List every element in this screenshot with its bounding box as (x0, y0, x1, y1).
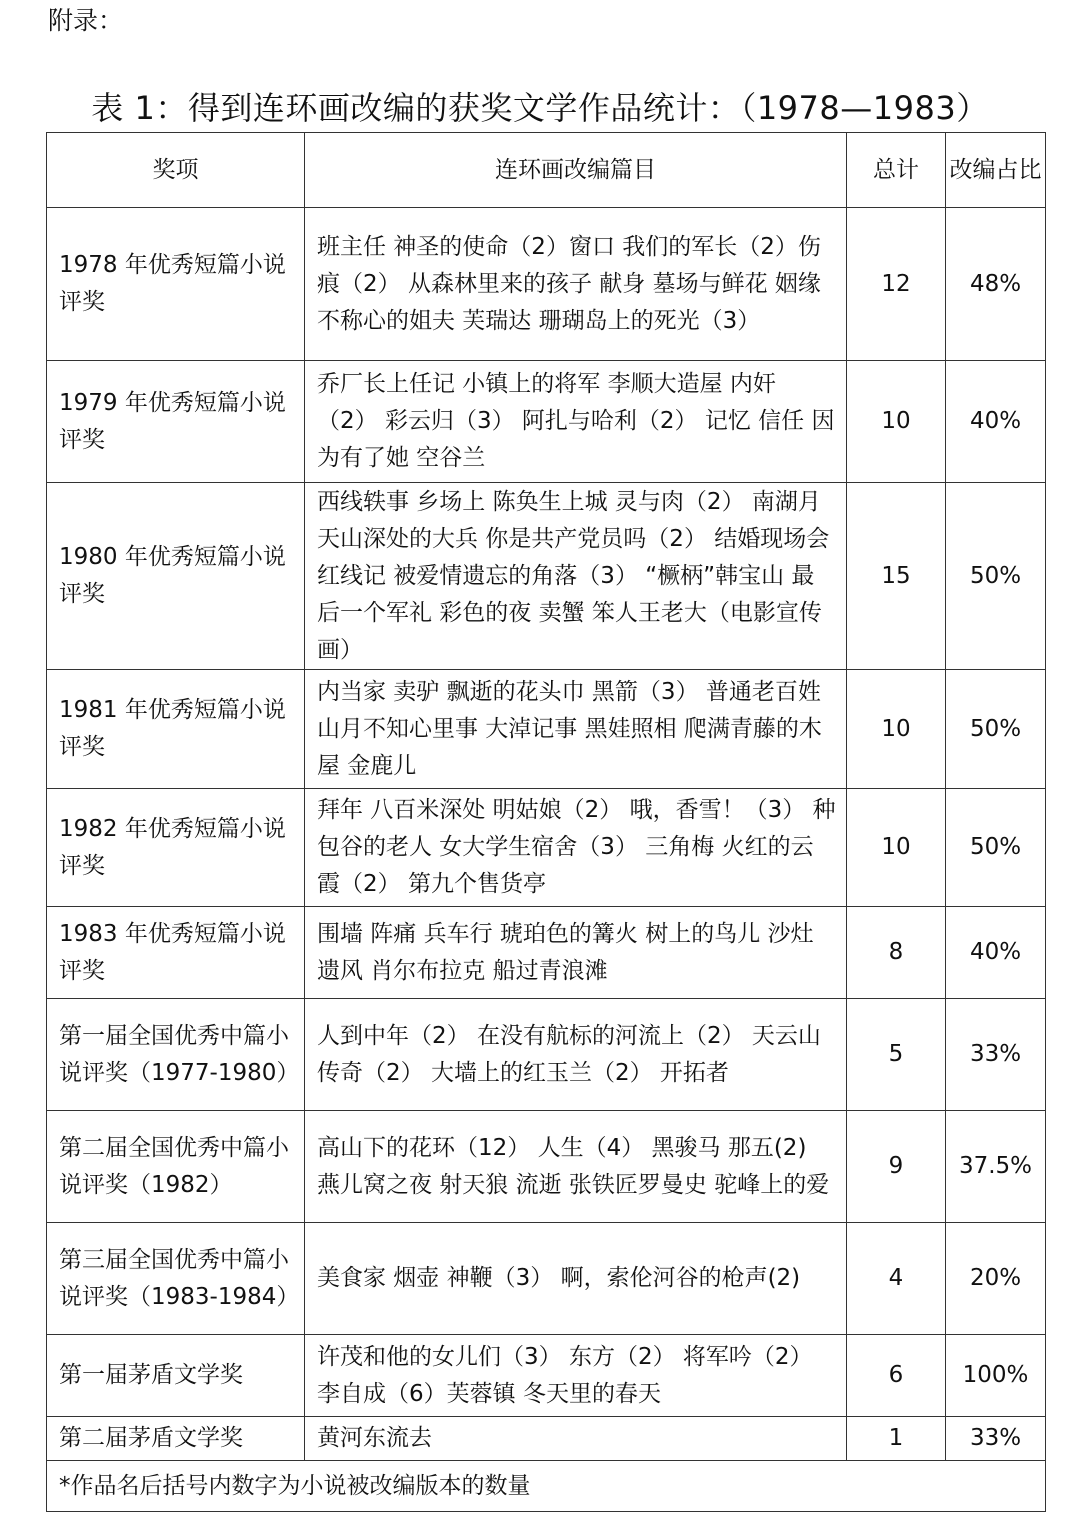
total-cell: 8 (847, 907, 946, 999)
works-cell: 许茂和他的女儿们（3） 东方（2） 将军吟（2） 李自成（6）芙蓉镇 冬天里的春天 (305, 1335, 847, 1417)
ratio-cell: 37.5% (946, 1111, 1046, 1223)
table-row (47, 1111, 1046, 1223)
award-cell: 第一届茅盾文学奖 (47, 1335, 305, 1417)
table-header-row (47, 133, 1046, 208)
table-row (47, 1335, 1046, 1417)
total-cell: 12 (847, 208, 946, 361)
ratio-cell: 40% (946, 361, 1046, 483)
works-cell: 围墙 阵痛 兵车行 琥珀色的篝火 树上的鸟儿 沙灶遗风 肖尔布拉克 船过青浪滩 (305, 907, 847, 999)
ratio-cell: 50% (946, 483, 1046, 670)
table-row (47, 1417, 1046, 1461)
ratio-cell: 20% (946, 1223, 1046, 1335)
footnote-row (47, 1461, 1046, 1512)
ratio-cell: 50% (946, 789, 1046, 907)
ratio-cell: 40% (946, 907, 1046, 999)
total-cell: 10 (847, 361, 946, 483)
award-cell: 1979 年优秀短篇小说评奖 (47, 361, 305, 483)
ratio-cell: 48% (946, 208, 1046, 361)
header-total: 总计 (847, 133, 946, 208)
award-cell: 1982 年优秀短篇小说评奖 (47, 789, 305, 907)
table-row (47, 907, 1046, 999)
appendix-label: 附录： (48, 6, 124, 35)
header-works: 连环画改编篇目 (305, 133, 847, 208)
total-cell: 10 (847, 789, 946, 907)
works-cell: 黄河东流去 (305, 1417, 847, 1461)
total-cell: 9 (847, 1111, 946, 1223)
header-ratio: 改编占比 (946, 133, 1046, 208)
table-title: 表 1：得到连环画改编的获奖文学作品统计：（1978—1983） (91, 89, 989, 127)
total-cell: 5 (847, 999, 946, 1111)
ratio-cell: 33% (946, 999, 1046, 1111)
table-row (47, 999, 1046, 1111)
table-row (47, 361, 1046, 483)
works-cell: 高山下的花环（12） 人生（4） 黑骏马 那五(2) 燕儿窝之夜 射天狼 流逝 张铁匠罗曼史 驼峰上的爱 (305, 1111, 847, 1223)
total-cell: 15 (847, 483, 946, 670)
ratio-cell: 50% (946, 670, 1046, 789)
works-cell: 班主任 神圣的使命（2）窗口 我们的军长（2）伤痕（2） 从森林里来的孩子 献身 墓场与鲜花 姻缘 不称心的姐夫 芙瑞达 珊瑚岛上的死光（3） (305, 208, 847, 361)
award-cell: 第三届全国优秀中篇小说评奖（1983-1984） (47, 1223, 305, 1335)
works-cell: 乔厂长上任记 小镇上的将军 李顺大造屋 内奸（2） 彩云归（3） 阿扎与哈利（2） 记忆 信任 因为有了她 空谷兰 (305, 361, 847, 483)
award-cell: 1981 年优秀短篇小说评奖 (47, 670, 305, 789)
header-award: 奖项 (47, 133, 305, 208)
table-row (47, 670, 1046, 789)
table-row (47, 208, 1046, 361)
award-cell: 1978 年优秀短篇小说评奖 (47, 208, 305, 361)
ratio-cell: 100% (946, 1335, 1046, 1417)
ratio-cell: 33% (946, 1417, 1046, 1461)
award-cell: 第二届茅盾文学奖 (47, 1417, 305, 1461)
works-cell: 拜年 八百米深处 明姑娘（2） 哦，香雪！（3） 种包谷的老人 女大学生宿舍（3） 三角梅 火红的云霞（2） 第九个售货亭 (305, 789, 847, 907)
total-cell: 10 (847, 670, 946, 789)
works-cell: 内当家 卖驴 飘逝的花头巾 黑箭（3） 普通老百姓 山月不知心里事 大淖记事 黑娃照相 爬满青藤的木屋 金鹿儿 (305, 670, 847, 789)
table-row (47, 789, 1046, 907)
table-row (47, 1223, 1046, 1335)
footnote: *作品名后括号内数字为小说被改编版本的数量 (47, 1461, 1046, 1512)
works-cell: 人到中年（2） 在没有航标的河流上（2） 天云山传奇（2） 大墙上的红玉兰（2） 开拓者 (305, 999, 847, 1111)
table-row (47, 483, 1046, 670)
award-cell: 1983 年优秀短篇小说评奖 (47, 907, 305, 999)
award-cell: 1980 年优秀短篇小说评奖 (47, 483, 305, 670)
total-cell: 6 (847, 1335, 946, 1417)
award-cell: 第二届全国优秀中篇小说评奖（1982） (47, 1111, 305, 1223)
award-cell: 第一届全国优秀中篇小说评奖（1977-1980） (47, 999, 305, 1111)
works-cell: 美食家 烟壶 神鞭（3） 啊，索伦河谷的枪声(2) (305, 1223, 847, 1335)
total-cell: 4 (847, 1223, 946, 1335)
total-cell: 1 (847, 1417, 946, 1461)
award-adaptation-table (46, 132, 1046, 1512)
works-cell: 西线轶事 乡场上 陈奂生上城 灵与肉（2） 南湖月 天山深处的大兵 你是共产党员吗（2） 结婚现场会 红线记 被爱情遗忘的角落（3） “橛柄”韩宝山 最后一个军礼 彩色的夜 卖蟹 笨人王老大（电影宣传画） (305, 483, 847, 670)
